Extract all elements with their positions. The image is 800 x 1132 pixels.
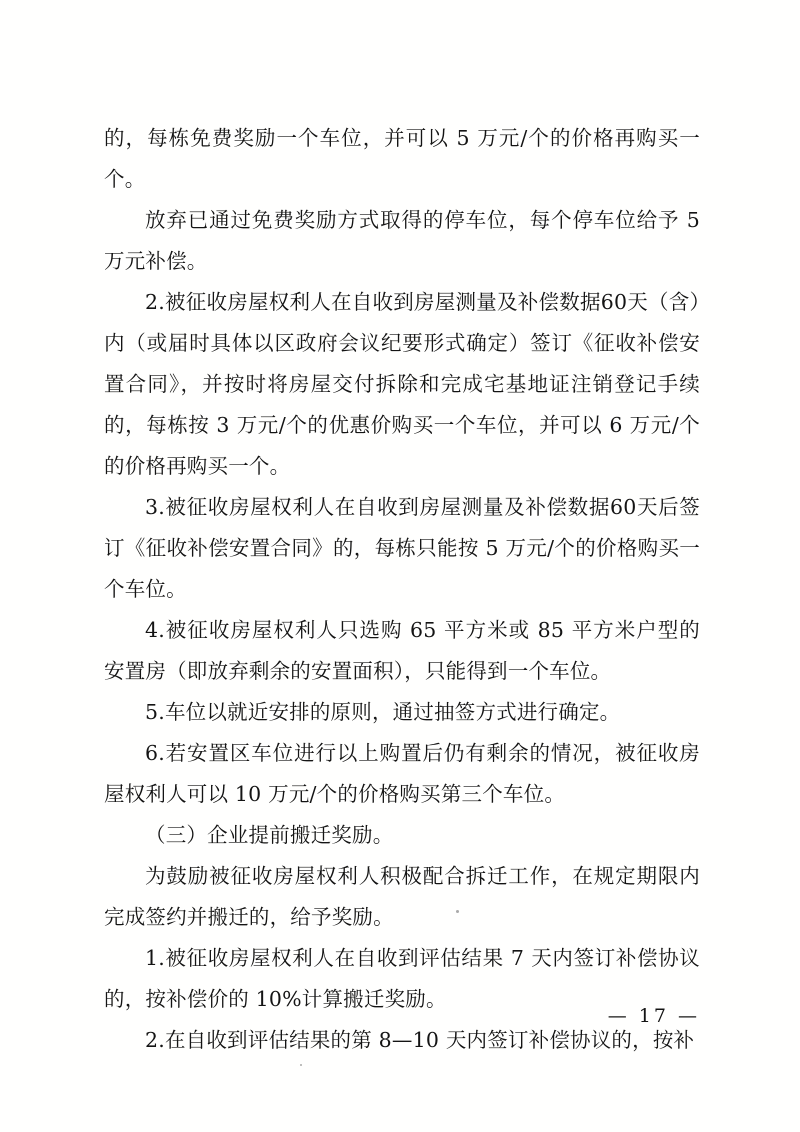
page-number: — 17 —	[607, 1005, 700, 1027]
paragraph: 放弃已通过免费奖励方式取得的停车位，每个停车位给予 5 万元补偿。	[104, 208, 700, 273]
paragraph: 2.被征收房屋权利人在自收到房屋测量及补偿数据60天（含）内（或届时具体以区政府会议纪要形式确定）签订《征收补偿安置合同》，并按时将房屋交付拆除和完成宅基地证注销登记手续的，每栋按 3 万元/个的优惠价购买一个车位，并可以 6 万元/个的价格再购买一个。	[104, 290, 700, 478]
paragraph: 的，每栋免费奖励一个车位，并可以 5 万元/个的价格再购买一个。	[104, 126, 700, 191]
paragraph: 5.车位以就近安排的原则，通过抽签方式进行确定。	[145, 700, 621, 724]
scan-speck	[300, 1064, 302, 1066]
paragraph: 3.被征收房屋权利人在自收到房屋测量及补偿数据60天后签订《征收补偿安置合同》的，每栋只能按 5 万元/个的价格购买一个车位。	[104, 495, 700, 601]
paragraph: 6.若安置区车位进行以上购置后仍有剩余的情况，被征收房屋权利人可以 10 万元/个的价格购买第三个车位。	[104, 741, 700, 806]
paragraph: （三）企业提前搬迁奖励。	[145, 823, 394, 847]
paragraph: 1.被征收房屋权利人在自收到评估结果 7 天内签订补偿协议的，按补偿价的 10%计算搬迁奖励。	[104, 946, 700, 1011]
paragraph: 2.在自收到评估结果的第 8—10 天内签订补偿协议的，按补	[145, 1028, 695, 1052]
paragraph: 4.被征收房屋权利人只选购 65 平方米或 85 平方米户型的安置房（即放弃剩余的安置面积），只能得到一个车位。	[104, 618, 700, 683]
paragraph: 为鼓励被征收房屋权利人积极配合拆迁工作，在规定期限内完成签约并搬迁的，给予奖励。	[104, 864, 700, 929]
scan-speck	[456, 910, 459, 913]
page-body-text	[104, 118, 700, 1061]
